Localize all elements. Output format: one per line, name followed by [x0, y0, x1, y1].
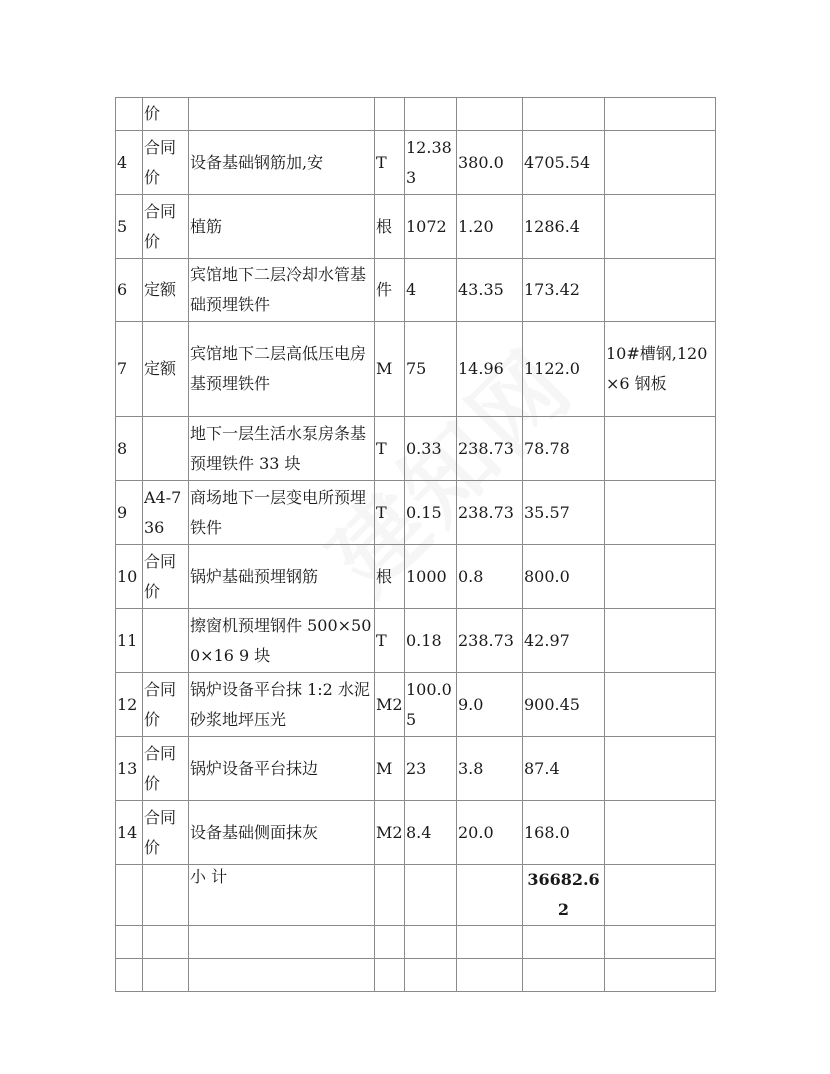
remark	[605, 259, 716, 322]
unit: T	[375, 609, 405, 673]
table-row	[116, 609, 716, 673]
empty-cell	[405, 959, 457, 992]
table-row	[116, 481, 716, 545]
remark: 10#槽钢,120×6 钢板	[605, 322, 716, 417]
remark	[605, 195, 716, 259]
table-row	[116, 98, 716, 131]
subtotal-amount: 36682.62	[523, 865, 605, 926]
pricing-basis	[143, 417, 189, 481]
amount: 1286.4	[523, 195, 605, 259]
empty-cell	[375, 865, 405, 926]
unit-price: 3.8	[457, 737, 523, 801]
pricing-basis: 合同价	[143, 737, 189, 801]
row-number: 14	[116, 801, 143, 865]
empty-cell	[405, 865, 457, 926]
table-row	[116, 131, 716, 195]
remark	[605, 481, 716, 545]
unit: T	[375, 481, 405, 545]
unit: M	[375, 737, 405, 801]
quantity: 75	[405, 322, 457, 417]
unit-price: 9.0	[457, 673, 523, 737]
amount: 78.78	[523, 417, 605, 481]
item-description: 植筋	[189, 195, 375, 259]
empty-cell	[143, 959, 189, 992]
subtotal-row	[116, 865, 716, 926]
unit: M2	[375, 801, 405, 865]
unit: M2	[375, 673, 405, 737]
pricing-basis: 合同价	[143, 545, 189, 609]
quantity: 12.383	[405, 131, 457, 195]
unit: 根	[375, 545, 405, 609]
remark	[605, 131, 716, 195]
table-row	[116, 322, 716, 417]
row-number: 7	[116, 322, 143, 417]
item-description: 设备基础钢筋加,安	[189, 131, 375, 195]
pricing-basis: A4-736	[143, 481, 189, 545]
empty-cell	[116, 926, 143, 959]
item-description: 设备基础侧面抹灰	[189, 801, 375, 865]
empty-cell	[189, 959, 375, 992]
pricing-basis: 合同价	[143, 673, 189, 737]
amount: 173.42	[523, 259, 605, 322]
amount: 900.45	[523, 673, 605, 737]
empty-cell	[116, 959, 143, 992]
item-description: 擦窗机预埋钢件 500×500×16 9 块	[189, 609, 375, 673]
quantity: 23	[405, 737, 457, 801]
pricing-basis: 价	[143, 98, 189, 131]
empty-cell	[457, 865, 523, 926]
unit-price: 20.0	[457, 801, 523, 865]
unit-price: 380.0	[457, 131, 523, 195]
remark	[605, 417, 716, 481]
pricing-basis: 定额	[143, 322, 189, 417]
amount: 800.0	[523, 545, 605, 609]
remark	[605, 545, 716, 609]
row-number: 5	[116, 195, 143, 259]
remark	[605, 737, 716, 801]
item-description: 锅炉设备平台抹边	[189, 737, 375, 801]
row-number	[116, 98, 143, 131]
subtotal-label: 小 计	[189, 865, 375, 926]
remark	[605, 609, 716, 673]
empty-cell	[523, 959, 605, 992]
amount: 35.57	[523, 481, 605, 545]
item-description: 宾馆地下二层高低压电房基预埋铁件	[189, 322, 375, 417]
empty-cell	[605, 865, 716, 926]
quantity: 100.05	[405, 673, 457, 737]
row-number: 13	[116, 737, 143, 801]
table-row	[116, 259, 716, 322]
quote-table	[115, 97, 716, 992]
pricing-basis: 合同价	[143, 801, 189, 865]
unit-price: 238.73	[457, 481, 523, 545]
table-row	[116, 673, 716, 737]
unit: M	[375, 322, 405, 417]
unit: T	[375, 131, 405, 195]
row-number: 4	[116, 131, 143, 195]
item-description: 锅炉基础预埋钢筋	[189, 545, 375, 609]
blank-row	[116, 959, 716, 992]
remark	[605, 673, 716, 737]
empty-cell	[116, 865, 143, 926]
quantity: 1000	[405, 545, 457, 609]
empty-cell	[375, 926, 405, 959]
table-body	[116, 98, 716, 992]
unit-price	[457, 98, 523, 131]
quantity: 8.4	[405, 801, 457, 865]
unit-price: 43.35	[457, 259, 523, 322]
row-number: 11	[116, 609, 143, 673]
quantity: 0.33	[405, 417, 457, 481]
table-row	[116, 545, 716, 609]
unit: T	[375, 417, 405, 481]
pricing-basis: 定额	[143, 259, 189, 322]
amount: 4705.54	[523, 131, 605, 195]
row-number: 6	[116, 259, 143, 322]
amount: 87.4	[523, 737, 605, 801]
quantity: 4	[405, 259, 457, 322]
empty-cell	[457, 926, 523, 959]
empty-cell	[143, 865, 189, 926]
blank-row	[116, 926, 716, 959]
item-description: 锅炉设备平台抹 1:2 水泥砂浆地坪压光	[189, 673, 375, 737]
item-description	[189, 98, 375, 131]
item-description: 地下一层生活水泵房条基预埋铁件 33 块	[189, 417, 375, 481]
amount	[523, 98, 605, 131]
quantity: 1072	[405, 195, 457, 259]
table-row	[116, 195, 716, 259]
empty-cell	[143, 926, 189, 959]
pricing-basis: 合同价	[143, 195, 189, 259]
amount: 168.0	[523, 801, 605, 865]
table-row	[116, 737, 716, 801]
unit: 根	[375, 195, 405, 259]
remark	[605, 801, 716, 865]
empty-cell	[523, 926, 605, 959]
empty-cell	[457, 959, 523, 992]
unit-price: 1.20	[457, 195, 523, 259]
pricing-basis: 合同价	[143, 131, 189, 195]
unit-price: 238.73	[457, 417, 523, 481]
unit-price: 238.73	[457, 609, 523, 673]
amount: 1122.0	[523, 322, 605, 417]
empty-cell	[405, 926, 457, 959]
row-number: 10	[116, 545, 143, 609]
empty-cell	[375, 959, 405, 992]
unit: 件	[375, 259, 405, 322]
empty-cell	[189, 926, 375, 959]
table-row	[116, 417, 716, 481]
empty-cell	[605, 959, 716, 992]
quantity: 0.18	[405, 609, 457, 673]
item-description: 商场地下一层变电所预埋铁件	[189, 481, 375, 545]
empty-cell	[605, 926, 716, 959]
unit-price: 0.8	[457, 545, 523, 609]
quantity: 0.15	[405, 481, 457, 545]
amount: 42.97	[523, 609, 605, 673]
table-row	[116, 801, 716, 865]
item-description: 宾馆地下二层冷却水管基础预埋铁件	[189, 259, 375, 322]
row-number: 9	[116, 481, 143, 545]
row-number: 12	[116, 673, 143, 737]
remark	[605, 98, 716, 131]
unit	[375, 98, 405, 131]
quantity	[405, 98, 457, 131]
row-number: 8	[116, 417, 143, 481]
unit-price: 14.96	[457, 322, 523, 417]
pricing-basis	[143, 609, 189, 673]
